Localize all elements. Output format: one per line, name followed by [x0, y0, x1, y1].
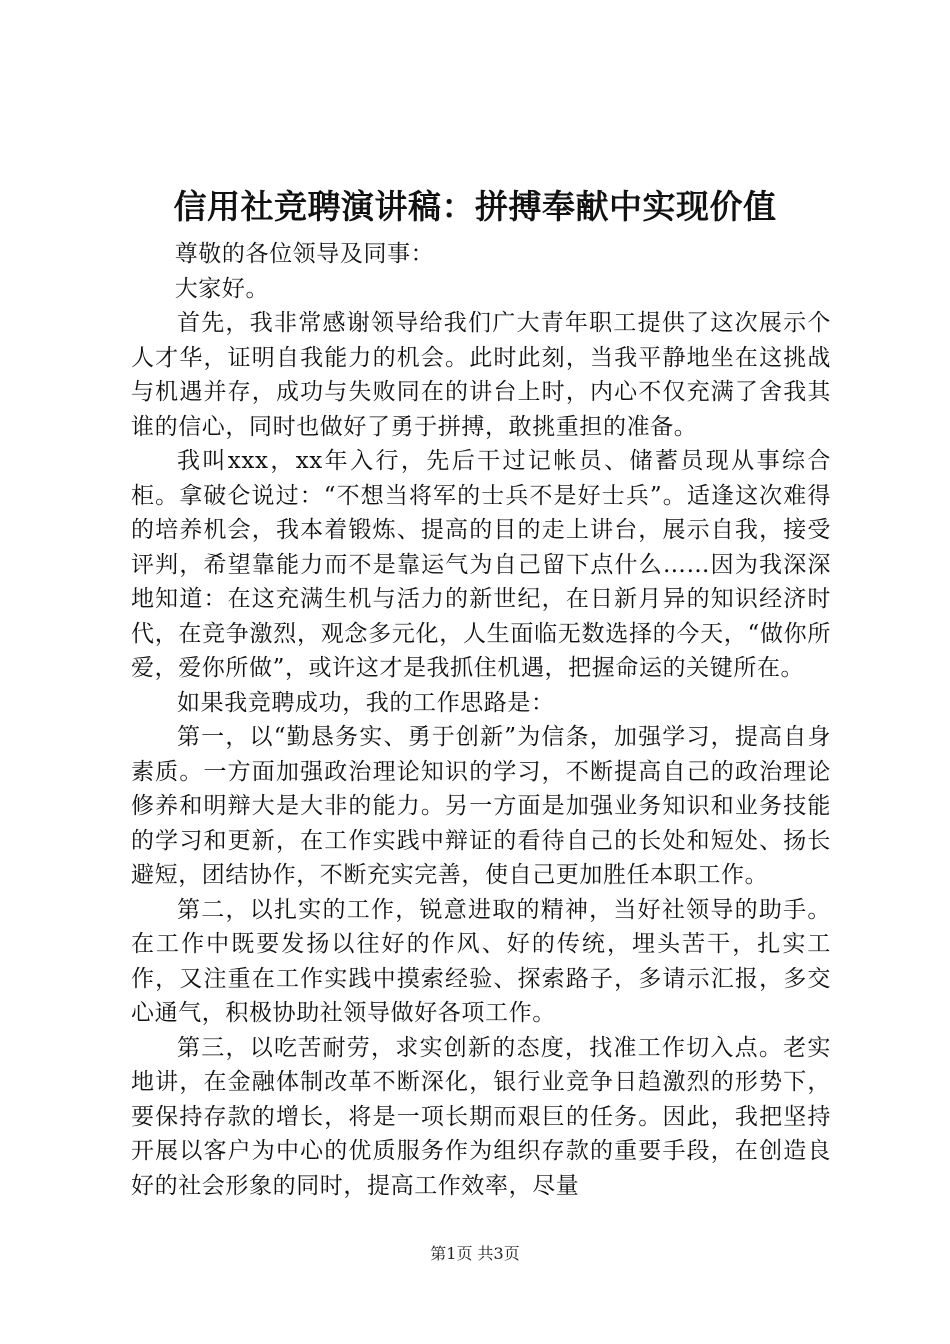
paragraph-point-one: 第一，以“勤恳务实、勇于创新”为信条，加强学习，提高自身素质。一方面加强政治理论知识的学习，不断提高自己的政治理论修养和明辩大是大非的能力。另一方面是加强业务知识和业务技能的学习和更新，在工作实践中辩证的看待自己的长处和短处、扬长避短，团结协作，不断充实完善，使自己更加胜任本职工作。 — [131, 724, 831, 888]
document-body — [131, 237, 831, 1203]
greeting: 大家好。 — [174, 275, 270, 302]
document-title: 信用社竞聘演讲稿：拼搏奉献中实现价值 — [173, 187, 777, 226]
paragraph-work-plan-lead: 如果我竞聘成功，我的工作思路是： — [177, 689, 555, 716]
paragraph-point-three: 第三，以吃苦耐劳，求实创新的态度，找准工作切入点。老实地讲，在金融体制改革不断深化，银行业竞争日趋激烈的形势下，要保持存款的增长，将是一项长期而艰巨的任务。因此，我把坚持开展以客户为中心的优质服务作为组织存款的重要手段，在创造良好的社会形象的同时，提高工作效率，尽量 — [131, 1034, 831, 1199]
paragraph-intro: 首先，我非常感谢领导给我们广大青年职工提供了这次展示个人才华，证明自我能力的机会。此时此刻，当我平静地坐在这挑战与机遇并存，成功与失败同在的讲台上时，内心不仅充满了舍我其谁的信心，同时也做好了勇于拼搏，敢挑重担的准备。 — [131, 310, 831, 440]
page-number-footer: 第1页 共3页 — [430, 1244, 520, 1263]
paragraph-point-two: 第二，以扎实的工作，锐意进取的精神，当好社领导的助手。在工作中既要发扬以往好的作风、好的传统，埋头苦干，扎实工作，又注重在工作实践中摸索经验、探索路子，多请示汇报，多交心通气，积极协助社领导做好各项工作。 — [131, 896, 831, 1026]
paragraph-self-introduction: 我叫xxx，xx年入行，先后干过记帐员、储蓄员现从事综合柜。拿破仑说过：“不想当将军的士兵不是好士兵”。适逢这次难得的培养机会，我本着锻炼、提高的目的走上讲台，展示自我，接受评判，希望靠能力而不是靠运气为自己留下点什么……因为我深深地知道：在这充满生机与活力的新世纪，在日新月异的知识经济时代，在竞争激烈，观念多元化，人生面临无数选择的今天，“做你所爱，爱你所做”，或许这才是我抓住机遇，把握命运的关键所在。 — [131, 448, 831, 681]
salutation: 尊敬的各位领导及同事： — [174, 241, 435, 267]
